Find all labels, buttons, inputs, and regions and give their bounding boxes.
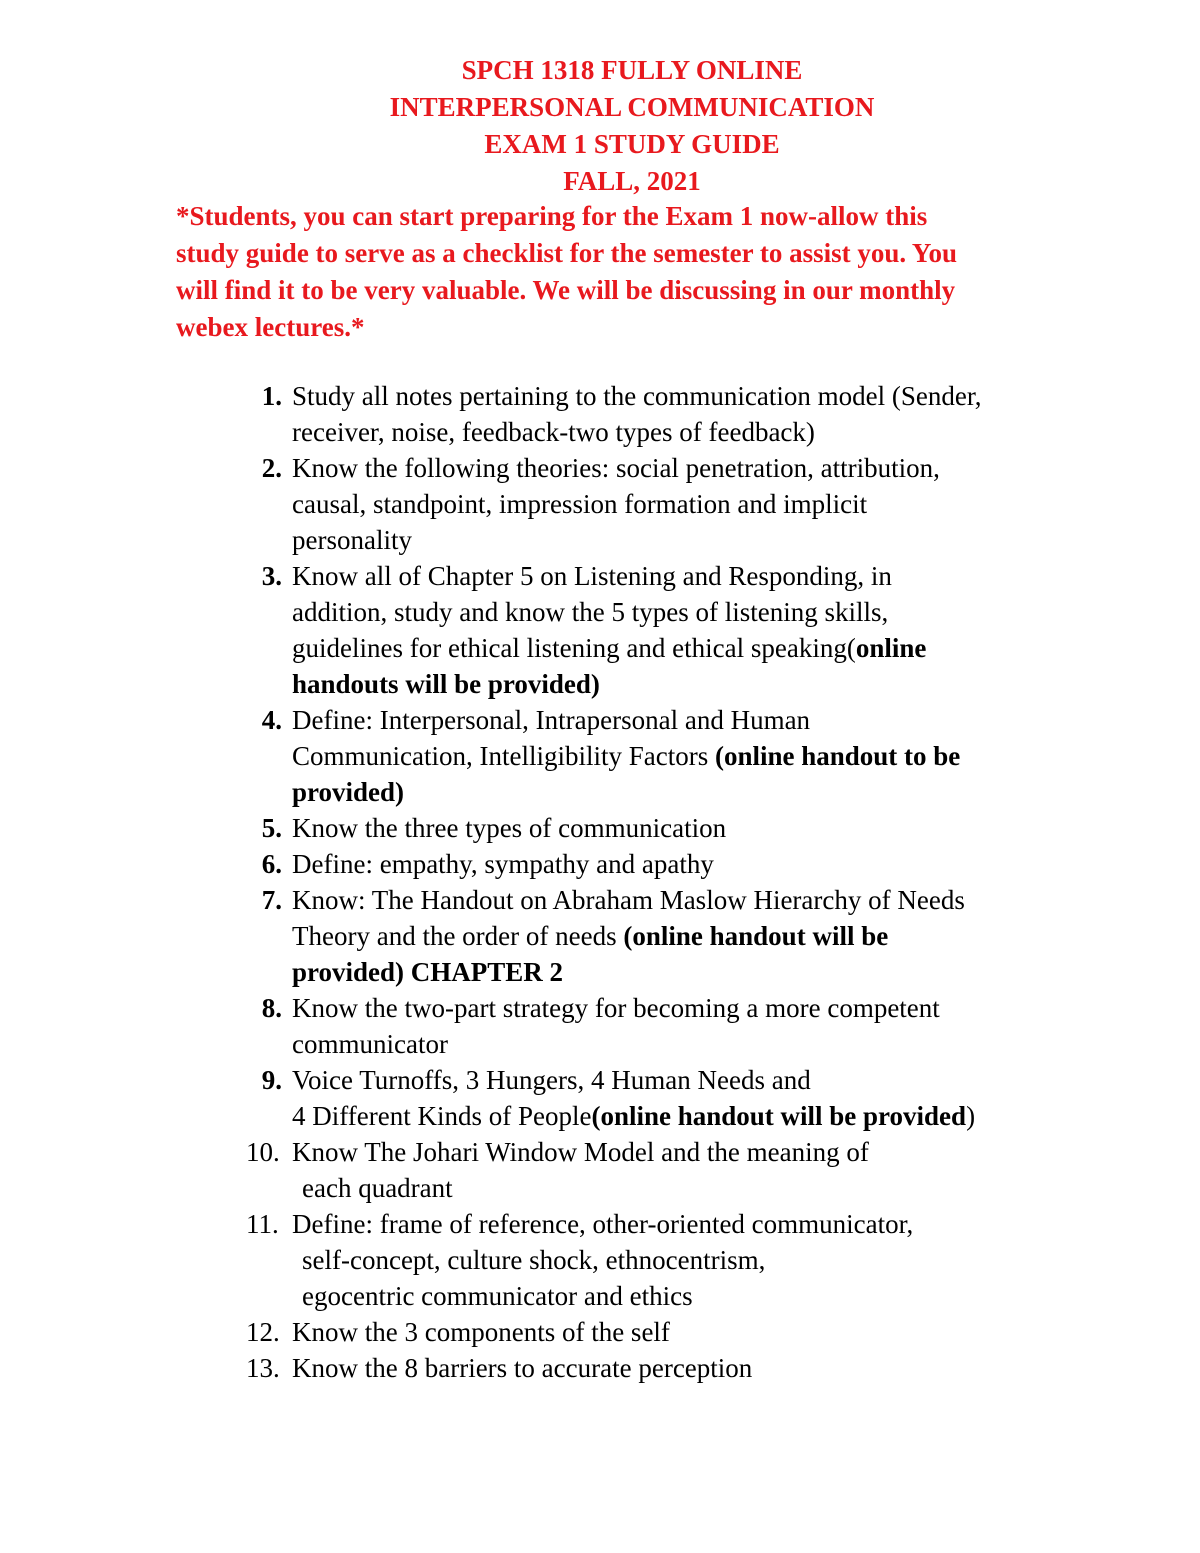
item-text: personality	[292, 525, 412, 555]
item-text: Know the two-part strategy for becoming a more competent	[292, 993, 940, 1023]
item-number: 13.	[246, 1353, 280, 1383]
item-text-line	[292, 918, 965, 954]
item-text: Know the following theories: social penetration, attribution,	[292, 453, 940, 483]
intro-line: will find it to be very valuable. We will be discussing in our monthly	[176, 275, 956, 305]
item-emphasis: handouts will be provided)	[292, 669, 600, 699]
item-number: 12.	[246, 1317, 280, 1347]
title-exam: EXAM 1 STUDY GUIDE	[484, 129, 780, 159]
item-number: 4.	[261, 705, 282, 735]
item-text: guidelines for ethical listening and ethical speaking(	[292, 633, 856, 663]
item-text: Know The Johari Window Model and the meaning of	[292, 1137, 869, 1167]
item-text: )	[966, 1101, 976, 1131]
item-emphasis: provided)	[292, 777, 405, 807]
item-text: Know: The Handout on Abraham Maslow Hierarchy of Needs	[292, 885, 965, 915]
title-subject: INTERPERSONAL COMMUNICATION	[389, 92, 875, 122]
list-item	[236, 558, 1116, 702]
list-item	[246, 1350, 1116, 1386]
item-text: egocentric communicator and ethics	[302, 1281, 693, 1311]
item-text: Know the three types of communication	[292, 813, 727, 843]
document-title	[0, 52, 1200, 200]
item-text: Voice Turnoffs, 3 Hungers, 4 Human Needs and	[292, 1065, 811, 1095]
item-text: causal, standpoint, impression formation and implicit	[292, 489, 868, 519]
list-item	[246, 1134, 1116, 1206]
item-number: 1.	[261, 381, 282, 411]
list-item	[236, 810, 1116, 846]
item-number: 7.	[261, 885, 282, 915]
item-text-line	[292, 630, 926, 666]
item-text-line	[292, 738, 960, 774]
item-text: Theory and the order of needs	[292, 921, 624, 951]
item-text: addition, study and know the 5 types of listening skills,	[292, 597, 889, 627]
list-item	[236, 882, 1116, 990]
item-emphasis: (online handout will be provided	[591, 1101, 967, 1131]
item-text: Study all notes pertaining to the communication model (Sender,	[292, 381, 982, 411]
item-number: 9.	[261, 1065, 282, 1095]
item-emphasis: (online handout will be	[623, 921, 889, 951]
title-term: FALL, 2021	[563, 166, 701, 196]
item-text: Know all of Chapter 5 on Listening and Responding, in	[292, 561, 892, 591]
item-text: Know the 8 barriers to accurate perception	[292, 1353, 753, 1383]
item-number: 6.	[261, 849, 282, 879]
item-number: 11.	[246, 1209, 279, 1239]
item-number: 8.	[261, 993, 282, 1023]
item-emphasis: online	[855, 633, 927, 663]
intro-line: *Students, you can start preparing for the Exam 1 now-allow this	[176, 201, 928, 231]
item-number: 5.	[261, 813, 282, 843]
item-emphasis: (online handout to be	[714, 741, 961, 771]
title-course: SPCH 1318 FULLY ONLINE	[461, 55, 803, 85]
item-text: Define: Interpersonal, Intrapersonal and Human	[292, 705, 811, 735]
item-text: each quadrant	[302, 1173, 453, 1203]
item-text: self-concept, culture shock, ethnocentrism,	[302, 1245, 766, 1275]
list-item	[236, 1062, 1116, 1134]
item-number: 3.	[261, 561, 282, 591]
item-text: Know the 3 components of the self	[292, 1317, 670, 1347]
item-text: Define: empathy, sympathy and apathy	[292, 849, 714, 879]
intro-line: webex lectures.*	[176, 312, 365, 342]
list-item	[236, 990, 1116, 1062]
list-item	[236, 702, 1116, 810]
item-text-line	[292, 1098, 975, 1134]
study-guide-list	[236, 378, 1116, 1386]
item-text: Define: frame of reference, other-oriented communicator,	[292, 1209, 914, 1239]
list-item	[246, 1206, 1116, 1314]
intro-note	[176, 198, 1096, 346]
item-number: 2.	[261, 453, 282, 483]
item-number: 10.	[246, 1137, 280, 1167]
intro-line: study guide to serve as a checklist for the semester to assist you. You	[176, 238, 957, 268]
list-item	[236, 378, 1116, 450]
list-item	[236, 846, 1116, 882]
list-item	[246, 1314, 1116, 1350]
item-text: communicator	[292, 1029, 448, 1059]
item-emphasis: provided) CHAPTER 2	[292, 957, 564, 987]
item-text: 4 Different Kinds of People	[292, 1101, 592, 1131]
item-text: Communication, Intelligibility Factors	[292, 741, 715, 771]
list-item	[236, 450, 1116, 558]
item-text: receiver, noise, feedback-two types of feedback)	[292, 417, 815, 447]
